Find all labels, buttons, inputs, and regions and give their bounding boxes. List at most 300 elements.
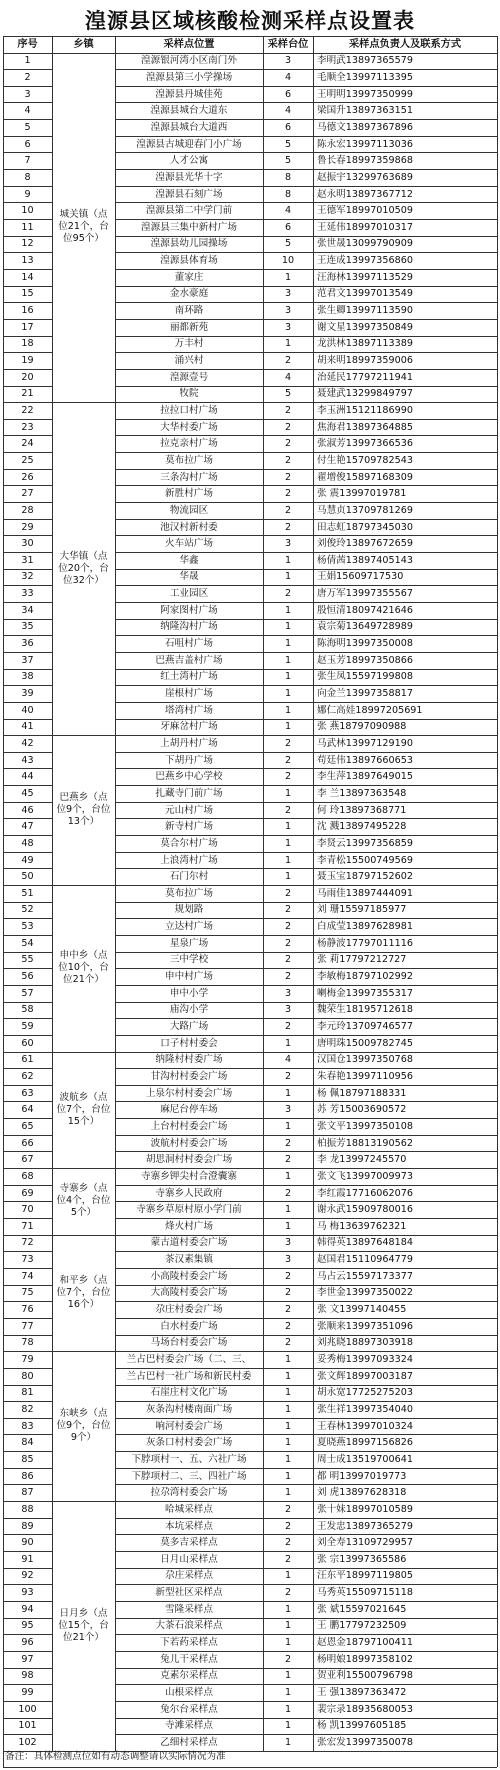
row-site: 湟源县城台大道东 (150, 105, 228, 117)
row-desks: 2 (284, 488, 292, 500)
row-desks: 3 (284, 305, 292, 317)
grid-line (3, 1285, 52, 1286)
row-site: 扎藏寺门前广场 (155, 787, 223, 799)
row-site: 尕庄村委会广场 (155, 1304, 223, 1316)
row-site: 立达村广场 (165, 921, 213, 933)
row-site: 三中学校 (169, 954, 209, 966)
row-contact: 谢文星13997350849 (317, 321, 413, 333)
row-index: 79 (21, 1354, 34, 1365)
row-index: 46 (21, 804, 34, 816)
row-site: 灰条沟村楼南面广场 (145, 1403, 233, 1415)
row-site: 星泉广场 (169, 937, 209, 949)
row-desks: 2 (284, 1553, 292, 1565)
row-contact: 王娟15609717530 (317, 571, 404, 583)
grid-line (3, 1218, 52, 1219)
row-contact: 毛顺全13997113395 (317, 71, 413, 83)
row-desks: 2 (284, 438, 292, 450)
row-index: 99 (21, 1687, 34, 1698)
row-site: 湟源县城台大道西 (150, 121, 228, 133)
grid-line (115, 1551, 497, 1552)
grid-line (115, 1301, 497, 1302)
row-contact: 杨 佩18797188331 (317, 1087, 407, 1099)
row-index: 62 (21, 1070, 34, 1082)
grid-line (3, 1085, 52, 1086)
row-desks: 2 (284, 1304, 292, 1316)
grid-line (115, 69, 497, 70)
row-desks: 2 (284, 804, 292, 816)
row-site: 牧院 (179, 388, 199, 400)
grid-line (3, 1151, 52, 1152)
row-desks: 3 (284, 321, 292, 333)
row-contact: 李世金13997350022 (317, 1287, 413, 1299)
grid-line (3, 402, 497, 403)
grid-line (115, 1201, 497, 1202)
row-desks: 1 (284, 721, 292, 733)
grid-line (115, 852, 497, 853)
grid-line (115, 1285, 497, 1286)
row-desks: 1 (284, 604, 292, 616)
row-desks: 3 (284, 987, 292, 999)
grid-line (3, 619, 52, 620)
grid-line (3, 585, 52, 586)
row-contact: 胡来明18997359006 (317, 355, 413, 366)
row-index: 14 (21, 271, 34, 283)
grid-line (3, 1551, 52, 1552)
row-index: 23 (21, 421, 34, 433)
row-desks: 3 (284, 538, 292, 550)
row-index: 70 (21, 1204, 34, 1216)
grid-line (3, 69, 52, 70)
row-contact: 王发忠13897365279 (317, 1520, 413, 1532)
row-site: 响河村委会广场 (155, 1420, 223, 1432)
grid-line (3, 186, 52, 187)
grid-line (3, 1501, 497, 1502)
grid-line (115, 1002, 497, 1003)
row-desks: 1 (284, 638, 292, 650)
grid-line (115, 1085, 497, 1086)
row-site: 烽火村广场 (165, 1220, 213, 1232)
row-desks: 2 (284, 921, 292, 933)
row-desks: 2 (284, 521, 292, 533)
grid-line (115, 469, 497, 470)
grid-line (115, 1418, 497, 1419)
row-desks: 1 (284, 1120, 292, 1132)
row-contact: 贺亚利15500796798 (317, 1670, 413, 1682)
row-desks: 2 (284, 504, 292, 516)
row-contact: 焦海君13897364885 (317, 421, 413, 433)
grid-line (263, 36, 264, 1751)
row-index: 20 (21, 371, 34, 383)
row-index: 25 (21, 454, 34, 466)
row-index: 72 (21, 1237, 34, 1249)
row-index: 58 (21, 1004, 34, 1016)
grid-line (115, 36, 116, 1751)
row-contact: 妥秀梅13997093324 (317, 1354, 413, 1365)
row-index: 66 (21, 1137, 34, 1149)
grid-line (3, 452, 52, 453)
grid-line (115, 585, 497, 586)
grid-line (115, 352, 497, 353)
row-desks: 2 (284, 1537, 292, 1549)
header-town: 乡镇 (73, 38, 94, 50)
row-contact: 陈永宏13997113036 (317, 138, 413, 150)
row-index: 96 (21, 1637, 34, 1649)
row-contact: 赵国君15110964779 (317, 1254, 413, 1266)
row-desks: 3 (284, 55, 292, 67)
row-desks: 1 (284, 554, 292, 566)
town-cell: 东峡乡（点位9个，台位9个） (56, 1408, 111, 1444)
grid-line (3, 435, 52, 436)
grid-line (3, 336, 52, 337)
row-index: 80 (21, 1370, 34, 1382)
grid-line (3, 952, 52, 953)
row-contact: 张生卿13997113590 (317, 305, 413, 317)
grid-line (3, 1668, 52, 1669)
grid-line (3, 519, 52, 520)
row-contact: 周士成13519700641 (317, 1453, 413, 1465)
grid-line (3, 152, 52, 153)
row-contact: 汉国仓13997350768 (317, 1054, 413, 1066)
row-site: 下脖项村二、三、四社广场 (131, 1470, 247, 1482)
grid-line (115, 102, 497, 103)
row-desks: 1 (284, 854, 292, 866)
row-site: 元山村广场 (165, 804, 213, 816)
grid-line (115, 302, 497, 303)
grid-line (3, 36, 497, 37)
grid-line (3, 985, 52, 986)
row-index: 90 (21, 1537, 34, 1549)
row-desks: 2 (284, 471, 292, 483)
grid-line (115, 1701, 497, 1702)
grid-line (115, 286, 497, 287)
row-index: 67 (21, 1154, 34, 1166)
row-contact: 聂建武13299849797 (317, 388, 413, 400)
row-site: 人才公寓 (169, 155, 209, 167)
row-site: 湟源县幼儿园操场 (150, 238, 228, 250)
row-index: 77 (21, 1320, 34, 1332)
row-index: 27 (21, 488, 34, 500)
grid-line (115, 1651, 497, 1652)
row-desks: 4 (284, 205, 292, 217)
row-index: 3 (24, 88, 31, 100)
grid-line (3, 1351, 497, 1352)
row-contact: 王连成13997356860 (317, 255, 413, 267)
grid-line (115, 1185, 497, 1186)
row-site: 巴燕吉盖村广场 (155, 654, 223, 666)
town-cell: 大华镇（点位20个，台位32个） (58, 550, 109, 586)
grid-line (115, 1401, 497, 1402)
row-site: 纳隆村村委广场 (155, 1054, 223, 1066)
row-site: 莫布拉广场 (165, 887, 213, 899)
grid-line (115, 1468, 497, 1469)
row-site: 丽都新苑 (169, 321, 209, 333)
row-site: 申中小学 (169, 987, 209, 999)
grid-line (3, 352, 52, 353)
town-cell: 巴燕乡（点位9个，台位13个） (56, 792, 111, 828)
row-site: 下若药采样点 (160, 1637, 218, 1649)
header-desks: 采样台位 (267, 38, 309, 50)
row-site: 湟源银河湾小区南门外 (141, 55, 237, 67)
row-site: 莫布拉广场 (165, 454, 213, 466)
grid-line (3, 1335, 52, 1336)
grid-line (115, 186, 497, 187)
grid-line (3, 1185, 52, 1186)
row-desks: 1 (284, 1470, 292, 1482)
row-index: 33 (21, 588, 34, 600)
row-desks: 2 (284, 355, 292, 366)
row-contact: 范君文13997013549 (317, 288, 413, 300)
row-index: 38 (21, 671, 34, 683)
grid-line (115, 569, 497, 570)
row-desks: 6 (284, 121, 292, 133)
grid-line (115, 1151, 497, 1152)
grid-line (115, 918, 497, 919)
row-index: 30 (21, 538, 34, 550)
row-index: 52 (21, 904, 34, 916)
grid-line (115, 119, 497, 120)
row-contact: 张顺来13997351096 (317, 1320, 413, 1332)
grid-line (115, 1035, 497, 1036)
row-site: 灰条口村村委会广场 (145, 1437, 233, 1449)
grid-line (115, 502, 497, 503)
grid-line (3, 1468, 52, 1469)
row-site: 马场台村委会广场 (150, 1337, 228, 1349)
grid-line (115, 1451, 497, 1452)
grid-line (3, 802, 52, 803)
row-contact: 李元玲13709746577 (317, 1021, 413, 1032)
row-index: 86 (21, 1470, 34, 1482)
grid-line (3, 302, 52, 303)
town-cell: 和平乡（点位7个，台位16个） (56, 1274, 111, 1310)
grid-line (115, 602, 497, 603)
row-contact: 张文飞13997009973 (317, 1170, 413, 1182)
row-contact: 陈海明13997350008 (317, 638, 413, 650)
row-index: 89 (21, 1520, 34, 1532)
row-index: 19 (21, 355, 34, 366)
row-contact: 苏 芳15003690572 (317, 1104, 407, 1116)
row-contact: 张文辉18997003187 (317, 1370, 413, 1382)
grid-line (115, 1718, 497, 1719)
grid-line (115, 702, 497, 703)
grid-line (115, 485, 497, 486)
row-site: 石崖庄村文化广场 (150, 1387, 228, 1399)
grid-line (3, 968, 52, 969)
row-desks: 2 (284, 1587, 292, 1599)
row-desks: 1 (284, 787, 292, 799)
row-contact: 刘全寿13109729957 (317, 1537, 413, 1549)
grid-line (3, 86, 52, 87)
row-contact: 张 斌15597021645 (317, 1603, 407, 1615)
row-site: 兰占巴村一社广场和新民村委 (126, 1370, 252, 1382)
row-contact: 付生艳15709782543 (317, 454, 413, 466)
row-desks: 4 (284, 105, 292, 117)
grid-line (115, 1135, 497, 1136)
row-desks: 4 (284, 371, 292, 383)
town-cell: 波航乡（点位7个，台位15个） (56, 1091, 111, 1127)
row-index: 39 (21, 688, 34, 699)
row-index: 37 (21, 654, 34, 666)
row-index: 91 (21, 1553, 34, 1565)
row-index: 9 (24, 188, 31, 200)
row-desks: 2 (284, 421, 292, 433)
grid-line (115, 86, 497, 87)
grid-line (3, 1651, 52, 1652)
row-index: 5 (24, 121, 31, 133)
grid-line (3, 1135, 52, 1136)
row-index: 16 (21, 305, 34, 317)
row-index: 50 (21, 871, 34, 883)
row-site: 阿家图村广场 (160, 604, 218, 616)
grid-line (115, 1534, 497, 1535)
row-site: 湟源县石刻广场 (155, 188, 223, 200)
grid-line (115, 752, 497, 753)
row-contact: 王 鹏17797232509 (317, 1620, 407, 1632)
row-index: 71 (21, 1220, 34, 1232)
grid-line (115, 1668, 497, 1669)
grid-line (3, 1318, 52, 1319)
grid-line (3, 535, 52, 536)
row-contact: 王延伟18997010317 (317, 221, 413, 233)
row-index: 78 (21, 1337, 34, 1349)
row-contact: 梁国升13897363151 (317, 105, 413, 117)
grid-line (3, 1401, 52, 1402)
row-desks: 2 (284, 954, 292, 966)
row-contact: 张十妹18997010589 (317, 1503, 413, 1515)
row-contact: 治延民17797211941 (317, 371, 413, 383)
row-contact: 马慧贞13709781269 (317, 504, 413, 516)
row-site: 新型社区采样点 (155, 1587, 223, 1599)
row-site: 日月山采样点 (160, 1553, 218, 1565)
row-index: 100 (18, 1703, 37, 1715)
row-index: 101 (18, 1720, 37, 1732)
row-index: 56 (21, 971, 34, 983)
row-desks: 5 (284, 388, 292, 400)
grid-line (115, 1634, 497, 1635)
grid-line (115, 868, 497, 869)
row-site: 克素尔采样点 (160, 1670, 218, 1682)
row-contact: 谢永武15909780016 (317, 1204, 413, 1216)
grid-line (3, 569, 52, 570)
grid-line (3, 552, 52, 553)
row-site: 莫多吉采样点 (160, 1537, 218, 1549)
row-contact: 李红霞17716062076 (317, 1187, 413, 1199)
row-desks: 2 (284, 771, 292, 783)
grid-line (115, 202, 497, 203)
row-contact: 王春林13997010324 (317, 1420, 413, 1432)
row-desks: 2 (284, 1154, 292, 1166)
row-desks: 1 (284, 1220, 292, 1232)
grid-line (3, 1734, 52, 1735)
grid-line (115, 1601, 497, 1602)
row-site: 上浪湾村广场 (160, 854, 218, 866)
row-index: 73 (21, 1254, 34, 1266)
row-index: 49 (21, 854, 34, 866)
row-contact: 翟增俊15897168309 (317, 471, 413, 483)
row-contact: 聂玉宝18797152602 (317, 871, 413, 883)
row-desks: 4 (284, 71, 292, 83)
row-index: 51 (21, 887, 34, 899)
row-desks: 6 (284, 88, 292, 100)
row-site: 拉拉口村广场 (160, 404, 218, 416)
grid-line (115, 552, 497, 553)
grid-line (3, 236, 52, 237)
row-index: 54 (21, 937, 34, 949)
grid-line (3, 1251, 52, 1252)
grid-line (3, 1434, 52, 1435)
grid-line (115, 1118, 497, 1119)
row-site: 波航村村委会广场 (150, 1137, 228, 1149)
row-index: 13 (21, 255, 34, 267)
grid-line (115, 968, 497, 969)
row-index: 53 (21, 921, 34, 933)
row-desks: 2 (284, 588, 292, 600)
footnote: 备注：具体检测点位如有动态调整请以实际情况为准 (5, 1751, 226, 1762)
row-desks: 1 (284, 1670, 292, 1682)
row-desks: 1 (284, 654, 292, 666)
row-site: 三条沟村广场 (160, 471, 218, 483)
row-index: 87 (21, 1487, 34, 1499)
row-contact: 马德文13897367896 (317, 121, 413, 133)
grid-line (115, 1218, 497, 1219)
row-site: 哈城采样点 (165, 1503, 213, 1515)
grid-line (115, 435, 497, 436)
grid-line (3, 1601, 52, 1602)
row-index: 93 (21, 1587, 34, 1599)
grid-line (3, 269, 52, 270)
row-site: 董家庄 (174, 271, 204, 283)
row-site: 茶汉素集镇 (165, 1254, 213, 1266)
row-site: 寺寨乡钾尖村合澄囊寨 (141, 1170, 237, 1182)
row-site: 拉克亲村广场 (160, 438, 218, 450)
row-index: 10 (21, 205, 34, 217)
grid-line (115, 1684, 497, 1685)
row-site: 蒙古道村委会广场 (150, 1237, 228, 1249)
grid-line (115, 269, 497, 270)
grid-line (115, 1385, 497, 1386)
row-site: 涌兴村 (174, 355, 204, 366)
row-contact: 张 宗13997365586 (317, 1553, 407, 1565)
row-index: 76 (21, 1304, 34, 1316)
row-desks: 3 (284, 1004, 292, 1016)
row-index: 74 (21, 1270, 34, 1282)
grid-line (115, 369, 497, 370)
row-desks: 2 (284, 937, 292, 949)
grid-line (115, 1318, 497, 1319)
row-index: 17 (21, 321, 34, 333)
row-contact: 唐明珠15009782745 (317, 1037, 413, 1049)
grid-line (3, 918, 52, 919)
row-desks: 1 (284, 1354, 292, 1365)
grid-line (3, 935, 52, 936)
row-site: 火车站广场 (165, 538, 213, 550)
row-site: 大茶石浪采样点 (155, 1620, 223, 1632)
row-contact: 王 强13897363472 (317, 1687, 407, 1698)
grid-line (115, 669, 497, 670)
row-contact: 向金兰13997358817 (317, 688, 413, 699)
row-index: 6 (24, 138, 31, 150)
grid-line (115, 1518, 497, 1519)
row-site: 白水村委广场 (160, 1320, 218, 1332)
grid-line (115, 136, 497, 137)
row-site: 石咀村广场 (165, 638, 213, 650)
header-index: 序号 (17, 38, 38, 50)
grid-line (3, 1068, 52, 1069)
row-desks: 5 (284, 238, 292, 250)
row-contact: 赵玉芳18997350866 (317, 654, 413, 666)
row-contact: 鲁长春18997359868 (317, 155, 413, 167)
row-site: 纳隆沟村广场 (160, 621, 218, 633)
row-site: 胡思洞村村委会广场 (145, 1154, 233, 1166)
